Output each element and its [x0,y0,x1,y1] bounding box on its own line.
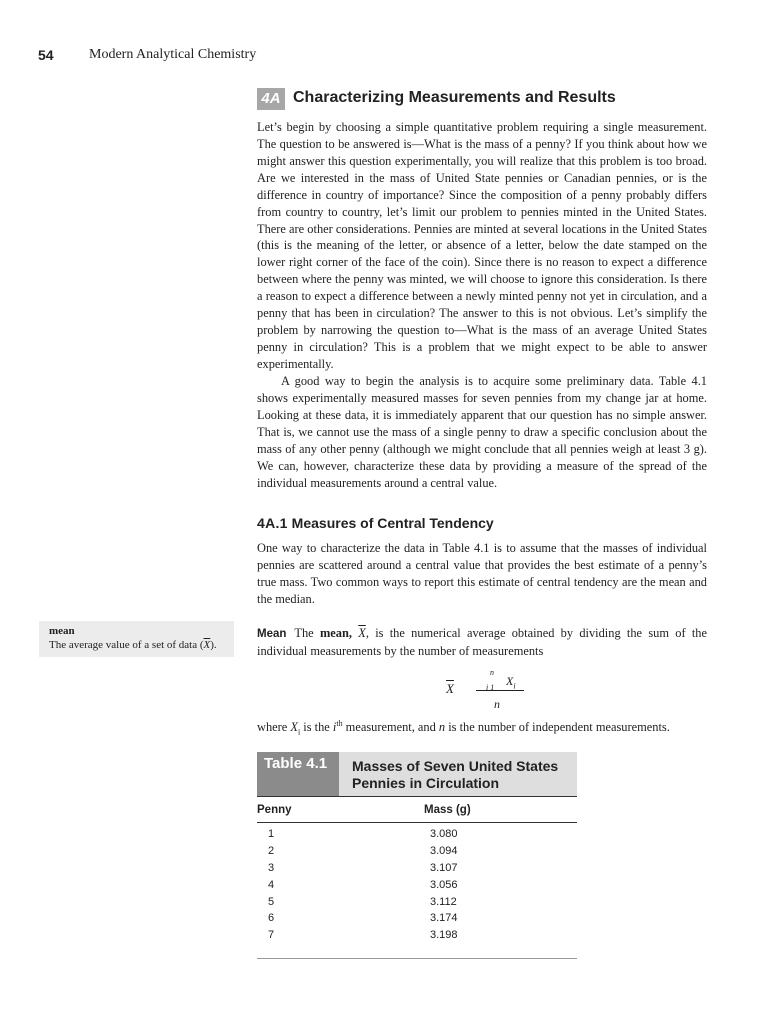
where-text: is the number of independent measurements. [445,720,670,735]
mean-term: mean, [319,626,352,640]
table-row [257,896,577,913]
where-text: is the [300,720,333,735]
body-paragraph: Let’s begin by choosing a simple quantitative problem requiring a single measurement. The question to be answered is—What is the mass of a penny? If you think about how we might answer this question experimentally, you will realize that this problem is too broad. Are we interested in the mass of United State pennies or Canadian pennies, or is the difference in country of importance? Since the composition of a penny probably differs from country to country, let’s limit our problem to pennies minted in the United States. There are other considerations. Pennies are minted at several locations in the United States (this is the meaning of the letter, or absence of a letter, below the date stamped on the lower right corner of the face of the coin). Since there is no reason to expect a difference between where the penny was minted, we will choose to ignore this consideration. Is there a reason to expect a difference between a newly minted penny not yet in circulation, and a penny that has been in circulation? The answer to this is not obvious. Let’s simplify the problem by narrowing the question to—What is the mass of an average United States penny in circulation? This is a problem that we might expect to be able to answer experimentally. [257,120,707,371]
mean-paragraph [257,625,707,660]
xbar-symbol: $\overline{X}$ [358,626,366,640]
cell-penny: 5 [268,895,275,908]
section-title: Characterizing Measurements and Results [293,89,616,106]
mean-text: The [294,626,314,640]
cell-mass: 3.174 [430,912,458,925]
th-superscript: th [336,719,343,728]
cell-penny: 3 [268,861,275,874]
fraction-bar [476,690,524,691]
cell-mass: 3.056 [430,878,458,891]
cell-mass: 3.112 [430,895,457,908]
cell-penny: 4 [268,878,275,891]
cell-mass: 3.094 [430,844,458,857]
margin-definition-text: ). [210,639,217,651]
table-row [257,929,577,946]
page-number: 54 [38,47,54,63]
summand-subscript: i [513,681,516,691]
body-paragraph: A good way to begin the analysis is to acquire some preliminary data. Table 4.1 shows experimentally measured masses for seven pennies from my change jar at home. Looking at these data, it is immediately apparent that our question has no simple answer. That is, we cannot use the mass of a single penny to draw a specific conclusion about the mass of any other penny (although we might conclude that all pennies weigh at least 3 g). We can, however, characterize these data by providing a measure of the spread of the individual measurements around a central value. [257,374,707,490]
cell-penny: 7 [268,929,275,942]
table-header-rule [257,822,577,823]
table-top-rule [257,796,577,797]
running-head: Modern Analytical Chemistry [89,47,257,62]
table-row [257,912,577,929]
subsection-heading [257,515,494,531]
column-header-mass: Mass (g) [424,804,471,816]
table-caption: Masses of Seven United States Pennies in Circulation [352,758,559,791]
mean-text: , is the numerical average obtained by dividing the sum of the individual measurements by the number of measurements [257,626,707,658]
cell-mass: 3.107 [430,861,458,874]
cell-mass: 3.080 [430,828,458,840]
section-badge: 4A [257,88,285,110]
sum-lower-limit: i 1 [486,683,495,692]
table-bottom-rule [257,958,577,959]
table-label: Table 4.1 [257,752,339,796]
where-text: where [257,720,291,735]
table-row [257,828,577,845]
xi-symbol: X [290,720,298,735]
cell-penny: 2 [268,844,275,857]
xi-subscript: i [297,727,301,737]
column-header-penny: Penny [257,804,292,816]
cell-penny: 6 [268,912,275,925]
mean-runin-heading: Mean [257,628,287,640]
i-symbol: i [332,720,337,735]
table-row [257,862,577,879]
mean-equation [446,668,546,710]
margin-term: mean [49,625,75,637]
table-body [257,828,577,946]
xbar-symbol: $\overline{X}$ [203,639,211,651]
where-text: measurement, and [342,720,439,735]
margin-definition-text: The average value of a set of data ( [49,639,204,651]
sum-upper-limit: n [490,668,494,677]
summand-symbol: X [506,674,514,688]
table-row [257,879,577,896]
table-row [257,845,577,862]
equation-lhs: $\overline{X}$ [446,681,454,696]
body-paragraph: One way to characterize the data in Table 4.1 is to assume that the masses of individual pennies are scattered around a central value that provides the best estimate of a penny’s true mass. Two common ways to report this estimate of central tendency are the mean and the median. [257,541,707,606]
where-line [257,716,707,742]
summand [506,674,516,690]
margin-note [39,621,234,657]
subsection-title: Measures of Central Tendency [291,515,494,531]
section-heading [257,88,637,110]
cell-penny: 1 [268,828,275,840]
subsection-number: 4A.1 [257,515,288,531]
n-symbol: n [438,720,446,735]
cell-mass: 3.198 [430,929,458,942]
equation-denominator: n [494,697,500,711]
margin-definition [49,638,234,652]
